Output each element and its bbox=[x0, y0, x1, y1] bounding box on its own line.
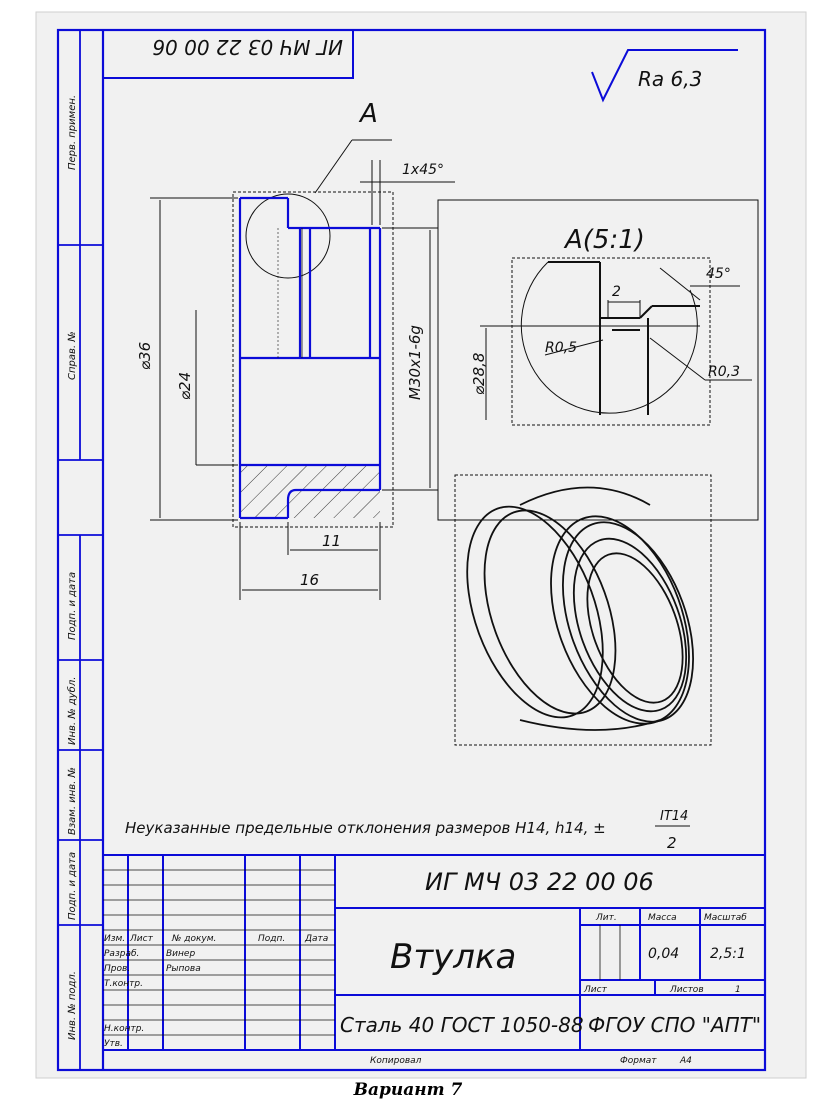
role-prov: Пров. bbox=[104, 964, 131, 974]
dim-w2: 2 bbox=[612, 284, 621, 300]
role-utv: Утв. bbox=[104, 1039, 123, 1049]
note-frac-bottom: 2 bbox=[667, 834, 677, 852]
scale-value: 2,5:1 bbox=[710, 946, 746, 962]
side-label-perv: Перв. примен. bbox=[67, 94, 78, 170]
format-label: Формат bbox=[620, 1056, 657, 1066]
sheet-label: Лист bbox=[584, 985, 607, 995]
lit-header: Лит. bbox=[596, 913, 617, 923]
note-frac-top: IT14 bbox=[660, 809, 689, 824]
section-label: A bbox=[360, 99, 378, 129]
detail-title: A(5:1) bbox=[565, 225, 645, 255]
format-value: А4 bbox=[680, 1056, 692, 1066]
dim-45: 45° bbox=[706, 266, 731, 282]
material: Сталь 40 ГОСТ 1050-88 bbox=[340, 1013, 584, 1037]
doc-code: ИГ МЧ 03 22 00 06 bbox=[425, 868, 654, 896]
mass-header: Масса bbox=[648, 913, 677, 923]
sheets-value: 1 bbox=[735, 985, 741, 995]
mass-value: 0,04 bbox=[648, 946, 680, 962]
variant-caption: Вариант 7 bbox=[353, 1080, 463, 1100]
dim-thread: M30x1-6g bbox=[406, 325, 424, 400]
side-label-inv-dubl: Инв. № дубл. bbox=[67, 676, 78, 745]
dim-r05: R0,5 bbox=[545, 340, 577, 356]
role-nkontr: Н.контр. bbox=[104, 1024, 145, 1034]
col-date: Дата bbox=[305, 934, 329, 944]
col-podp: Подп. bbox=[258, 934, 286, 944]
person-razrab: Винер bbox=[166, 949, 196, 959]
dim-d28: ⌀28,8 bbox=[470, 352, 488, 395]
roughness-value: Ra 6,3 bbox=[638, 67, 703, 91]
person-prov: Рыпова bbox=[166, 964, 201, 974]
col-list: Лист bbox=[130, 934, 153, 944]
side-label-sprav: Справ. № bbox=[67, 331, 78, 380]
side-label-podp1: Подп. и дата bbox=[67, 571, 78, 640]
note-text: Неуказанные предельные отклонения размеров Н14, h14, ± bbox=[125, 819, 606, 837]
organization: ФГОУ СПО "АПТ" bbox=[588, 1013, 762, 1037]
copied-label: Копировал bbox=[370, 1056, 422, 1066]
dim-r03: R0,3 bbox=[708, 364, 740, 380]
col-izm: Изм. bbox=[104, 934, 126, 944]
part-name: Втулка bbox=[390, 937, 517, 977]
dim-16: 16 bbox=[300, 571, 320, 589]
sheets-label: Листов bbox=[670, 985, 704, 995]
side-label-vzam: Взам. инв. № bbox=[67, 767, 78, 835]
dim-11: 11 bbox=[322, 532, 342, 550]
role-tkontr: Т.контр. bbox=[104, 979, 144, 989]
role-razrab: Разраб. bbox=[104, 949, 140, 959]
scale-header: Масштаб bbox=[704, 913, 747, 923]
side-label-inv-podl: Инв. № подл. bbox=[67, 971, 78, 1040]
dim-d36: ⌀36 bbox=[136, 341, 154, 370]
dim-d24: ⌀24 bbox=[176, 371, 194, 400]
rotated-code: ИГ МЧ 03 22 00 06 bbox=[152, 35, 343, 59]
detail-view bbox=[438, 200, 758, 520]
dim-chamfer: 1x45° bbox=[402, 162, 445, 178]
col-doc: № докум. bbox=[172, 934, 217, 944]
side-label-podp2: Подп. и дата bbox=[67, 851, 78, 920]
